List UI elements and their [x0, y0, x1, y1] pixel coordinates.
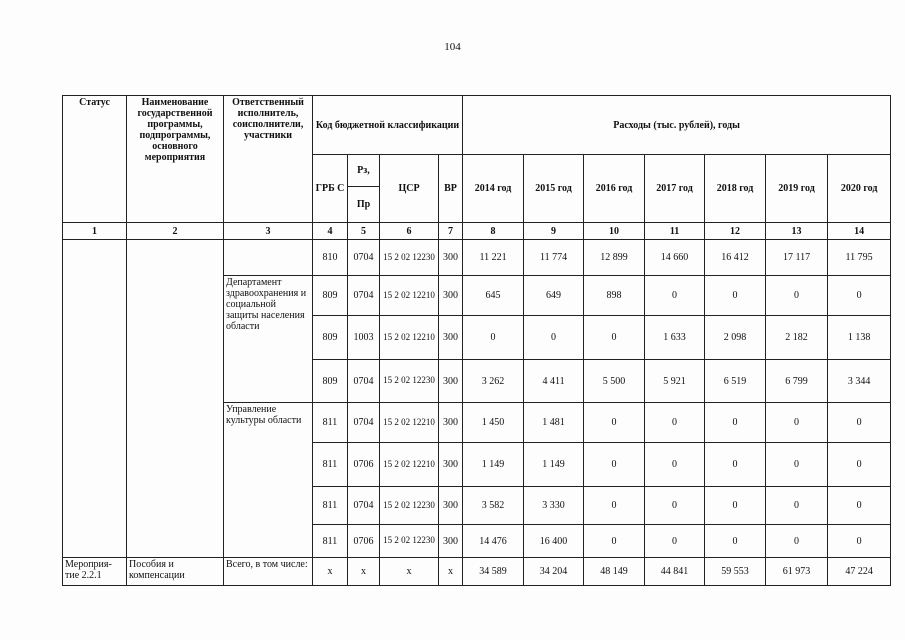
- value-cell: 5 921: [645, 360, 705, 403]
- value-cell: 0: [766, 525, 828, 558]
- vr-cell: х: [439, 558, 463, 586]
- value-cell: 1 481: [524, 403, 584, 443]
- value-cell: 0: [766, 443, 828, 487]
- value-cell: 1 149: [524, 443, 584, 487]
- header-vr: ВР: [439, 155, 463, 223]
- column-number: 14: [828, 223, 891, 240]
- column-number: 1: [63, 223, 127, 240]
- value-cell: 2 098: [705, 316, 766, 360]
- value-cell: 0: [766, 487, 828, 525]
- grbs-cell: 810: [313, 240, 348, 276]
- value-cell: 6 799: [766, 360, 828, 403]
- value-cell: 12 899: [584, 240, 645, 276]
- value-cell: 16 412: [705, 240, 766, 276]
- column-number: 9: [524, 223, 584, 240]
- grbs-cell: 809: [313, 360, 348, 403]
- column-number: 13: [766, 223, 828, 240]
- total-value-cell: 47 224: [828, 558, 891, 586]
- value-cell: 0: [645, 443, 705, 487]
- rzpr-cell: 0706: [348, 443, 380, 487]
- value-cell: 5 500: [584, 360, 645, 403]
- grbs-cell: 809: [313, 276, 348, 316]
- rzpr-cell: 0706: [348, 525, 380, 558]
- value-cell: 1 450: [463, 403, 524, 443]
- value-cell: 1 149: [463, 443, 524, 487]
- value-cell: 0: [645, 525, 705, 558]
- value-cell: 3 582: [463, 487, 524, 525]
- column-number: 2: [127, 223, 224, 240]
- value-cell: 0: [705, 403, 766, 443]
- total-row: [63, 558, 891, 586]
- grbs-cell: х: [313, 558, 348, 586]
- rzpr-cell: х: [348, 558, 380, 586]
- grbs-cell: 811: [313, 443, 348, 487]
- header-year: 2019 год: [766, 155, 828, 223]
- vr-cell: 300: [439, 360, 463, 403]
- value-cell: 0: [584, 443, 645, 487]
- csr-cell: 15 2 02 12210: [380, 276, 439, 316]
- header-year: 2016 год: [584, 155, 645, 223]
- budget-expenses-table: [62, 95, 891, 586]
- value-cell: 0: [828, 525, 891, 558]
- value-cell: 14 476: [463, 525, 524, 558]
- value-cell: 0: [828, 487, 891, 525]
- value-cell: 0: [584, 525, 645, 558]
- value-cell: 645: [463, 276, 524, 316]
- column-number: 10: [584, 223, 645, 240]
- value-cell: 17 117: [766, 240, 828, 276]
- value-cell: 0: [463, 316, 524, 360]
- value-cell: 0: [645, 276, 705, 316]
- column-number: 4: [313, 223, 348, 240]
- status-cell-empty: [63, 240, 127, 558]
- value-cell: 0: [645, 403, 705, 443]
- vr-cell: 300: [439, 403, 463, 443]
- header-year: 2017 год: [645, 155, 705, 223]
- value-cell: 1 633: [645, 316, 705, 360]
- rzpr-cell: 0704: [348, 276, 380, 316]
- name-cell-empty: [127, 240, 224, 558]
- value-cell: 1 138: [828, 316, 891, 360]
- header-csr: ЦСР: [380, 155, 439, 223]
- csr-cell: 15 2 02 12210: [380, 316, 439, 360]
- header-year: 2020 год: [828, 155, 891, 223]
- csr-cell: 15 2 02 12230: [380, 240, 439, 276]
- header-year: 2018 год: [705, 155, 766, 223]
- value-cell: 0: [828, 443, 891, 487]
- value-cell: 0: [584, 403, 645, 443]
- responsible-cell-empty: [224, 240, 313, 276]
- value-cell: 0: [705, 525, 766, 558]
- value-cell: 11 221: [463, 240, 524, 276]
- header-grbs: ГРБ С: [313, 155, 348, 223]
- header-pr: Пр: [348, 187, 380, 223]
- responsible-health-department: Департамент здравоохранения и социальной защиты населения области: [224, 276, 313, 403]
- table-row: [63, 240, 891, 276]
- column-number: 12: [705, 223, 766, 240]
- total-value-cell: 48 149: [584, 558, 645, 586]
- value-cell: 0: [705, 276, 766, 316]
- value-cell: 0: [705, 487, 766, 525]
- value-cell: 0: [828, 403, 891, 443]
- column-number: 5: [348, 223, 380, 240]
- value-cell: 0: [828, 276, 891, 316]
- value-cell: 3 344: [828, 360, 891, 403]
- column-number: 8: [463, 223, 524, 240]
- value-cell: 3 262: [463, 360, 524, 403]
- vr-cell: 300: [439, 443, 463, 487]
- csr-cell: 15 2 02 12230: [380, 360, 439, 403]
- value-cell: 16 400: [524, 525, 584, 558]
- column-number: 3: [224, 223, 313, 240]
- csr-cell: 15 2 02 12210: [380, 443, 439, 487]
- grbs-cell: 811: [313, 525, 348, 558]
- rzpr-cell: 0704: [348, 403, 380, 443]
- value-cell: 0: [705, 443, 766, 487]
- total-value-cell: 59 553: [705, 558, 766, 586]
- value-cell: 0: [584, 316, 645, 360]
- header-status: Статус: [63, 96, 127, 223]
- value-cell: 649: [524, 276, 584, 316]
- value-cell: 2 182: [766, 316, 828, 360]
- csr-cell: 15 2 02 12230: [380, 525, 439, 558]
- vr-cell: 300: [439, 240, 463, 276]
- value-cell: 0: [645, 487, 705, 525]
- value-cell: 6 519: [705, 360, 766, 403]
- value-cell: 14 660: [645, 240, 705, 276]
- page-number: 104: [444, 41, 461, 53]
- header-program-name: Наименование государственной программы, подпрограммы, основного мероприятия: [127, 96, 224, 223]
- value-cell: 4 411: [524, 360, 584, 403]
- column-number-row: [63, 223, 891, 240]
- csr-cell: 15 2 02 12210: [380, 403, 439, 443]
- rzpr-cell: 0704: [348, 240, 380, 276]
- value-cell: 3 330: [524, 487, 584, 525]
- total-value-cell: 34 204: [524, 558, 584, 586]
- vr-cell: 300: [439, 276, 463, 316]
- vr-cell: 300: [439, 316, 463, 360]
- vr-cell: 300: [439, 525, 463, 558]
- csr-cell: х: [380, 558, 439, 586]
- rzpr-cell: 0704: [348, 487, 380, 525]
- value-cell: 0: [766, 403, 828, 443]
- total-value-cell: 44 841: [645, 558, 705, 586]
- grbs-cell: 811: [313, 487, 348, 525]
- header-year: 2014 год: [463, 155, 524, 223]
- vr-cell: 300: [439, 487, 463, 525]
- header-rz: Рз,: [348, 155, 380, 187]
- grbs-cell: 811: [313, 403, 348, 443]
- responsible-culture-department: Управление культуры области: [224, 403, 313, 558]
- grbs-cell: 809: [313, 316, 348, 360]
- program-name-cell: Пособия и компенсации: [127, 558, 224, 586]
- value-cell: 11 795: [828, 240, 891, 276]
- value-cell: 0: [766, 276, 828, 316]
- total-value-cell: 34 589: [463, 558, 524, 586]
- header-responsible: Ответственный исполнитель, соисполнители, участники: [224, 96, 313, 223]
- status-cell: Мероприя-тие 2.2.1: [63, 558, 127, 586]
- rzpr-cell: 1003: [348, 316, 380, 360]
- total-value-cell: 61 973: [766, 558, 828, 586]
- value-cell: 0: [584, 487, 645, 525]
- value-cell: 0: [524, 316, 584, 360]
- header-expenses: Расходы (тыс. рублей), годы: [463, 96, 891, 155]
- rzpr-cell: 0704: [348, 360, 380, 403]
- responsible-cell: Всего, в том числе:: [224, 558, 313, 586]
- header-budget-code: Код бюджетной классификации: [313, 96, 463, 155]
- value-cell: 898: [584, 276, 645, 316]
- column-number: 7: [439, 223, 463, 240]
- column-number: 6: [380, 223, 439, 240]
- csr-cell: 15 2 02 12230: [380, 487, 439, 525]
- column-number: 11: [645, 223, 705, 240]
- header-year: 2015 год: [524, 155, 584, 223]
- value-cell: 11 774: [524, 240, 584, 276]
